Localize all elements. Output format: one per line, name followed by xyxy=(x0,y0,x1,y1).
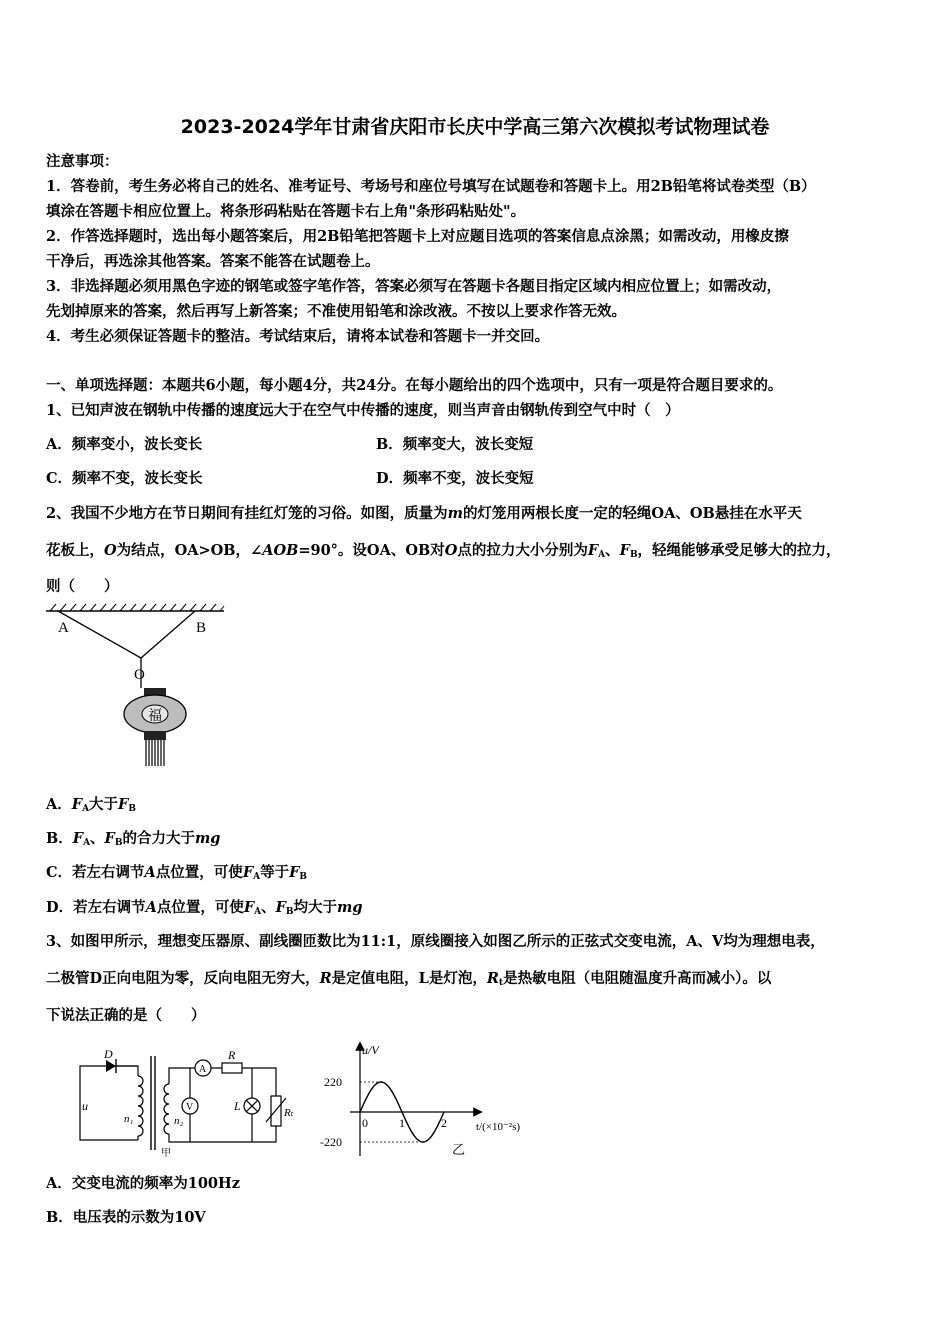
transformer-circuit-figure xyxy=(76,1046,308,1158)
x-axis-label: t/(×10⁻²s) xyxy=(476,1121,521,1133)
figure-yi-label: 乙 xyxy=(452,1142,466,1157)
data-point xyxy=(370,1090,372,1092)
notice-line: 1．答卷前，考生务必将自己的姓名、准考证号、考场号和座位号填写在试题卷和答题卡上。用2B铅笔将试卷类型（B） xyxy=(46,178,816,195)
data-point xyxy=(443,1111,445,1113)
q1-option-a[interactable]: A．频率变小，波长变长 xyxy=(46,436,203,453)
lantern-figure xyxy=(44,602,229,770)
lantern-char: 福 xyxy=(148,709,162,724)
data-point xyxy=(391,1090,393,1092)
x-tick-label: 1 xyxy=(399,1116,405,1130)
lamp-label: L xyxy=(234,1099,241,1113)
notice-line: 填涂在答题卡相应位置上。将条形码粘贴在答题卡右上角"条形码粘贴处"。 xyxy=(46,203,526,220)
notice-line: 先划掉原来的答案，然后再写上新答案；不准使用铅笔和涂改液。不按以上要求作答无效。 xyxy=(46,303,626,320)
notice-line: 4．考生必须保证答题卡的整洁。考试结束后，请将本试卷和答题卡一并交回。 xyxy=(46,328,550,345)
y-tick-label: -220 xyxy=(320,1135,342,1149)
question-3-stem-line2: 二极管D正向电阻为零，反向电阻无穷大，R是定值电阻，L是灯泡，$R_t$是热敏电阻（电阻随温度升高而减小）。以 xyxy=(46,970,772,988)
y-tick-label: 220 xyxy=(324,1075,342,1089)
y-axis-label: u/V xyxy=(362,1043,379,1057)
q3-option-a[interactable]: A．交变电流的频率为100Hz xyxy=(46,1175,240,1192)
data-point xyxy=(359,1111,361,1113)
q3-option-b[interactable]: B．电压表的示数为10V xyxy=(46,1209,206,1226)
n1-label: n₁ xyxy=(124,1113,134,1125)
x-tick-label: 2 xyxy=(441,1116,447,1130)
diode-label: D xyxy=(104,1047,113,1061)
ammeter-icon: A xyxy=(199,1064,207,1075)
point-b-label: B xyxy=(196,620,207,636)
thermistor-label: Rₜ xyxy=(284,1107,294,1119)
q1-option-c[interactable]: C．频率不变，波长变长 xyxy=(46,470,203,487)
notice-line: 3．非选择题必须用黑色字迹的钢笔或签字笔作答，答案必须写在答题卡各题目指定区域内相应位置上；如需改动， xyxy=(46,278,782,295)
voltmeter-icon: V xyxy=(186,1102,194,1113)
figure-jia-label: 甲 xyxy=(161,1148,171,1158)
q1-option-b[interactable]: B．频率变大，波长变短 xyxy=(376,436,534,453)
question-3-stem-line3: 下说法正确的是（ ） xyxy=(46,1007,206,1024)
q2-option-b[interactable]: B．$F_A$、$F_B$的合力大于mg xyxy=(46,830,221,848)
notice-line: 2．作答选择题时，选出每小题答案后，用2B铅笔把答题卡上对应题目选项的答案信息点涂黑；如需改动，用橡皮擦 xyxy=(46,228,789,245)
q2-option-a[interactable]: A．$F_A$大于$F_B$ xyxy=(46,796,136,814)
q2-option-d[interactable]: D．若左右调节A点位置，可使$F_A$、$F_B$均大于mg xyxy=(46,899,363,917)
question-2-stem-line3: 则（ ） xyxy=(46,578,119,595)
data-point xyxy=(412,1132,414,1134)
point-a-label: A xyxy=(58,620,69,636)
x-tick-label: 0 xyxy=(362,1116,368,1130)
resistor-label: R xyxy=(228,1048,236,1062)
q1-option-d[interactable]: D．频率不变，波长变短 xyxy=(376,470,534,487)
n2-label: n₂ xyxy=(174,1115,184,1127)
notice-heading: 注意事项： xyxy=(46,153,119,170)
section-heading: 一、单项选择题：本题共6小题，每小题4分，共24分。在每小题给出的四个选项中，只有一项是符合题目要求的。 xyxy=(46,377,783,394)
data-point xyxy=(401,1111,403,1113)
question-3-stem-line1: 3、如图甲所示，理想变压器原、副线圈匝数比为11:1，原线圈接入如图乙所示的正弦式交变电流，A、V均为理想电表， xyxy=(46,933,825,950)
q2-option-c[interactable]: C．若左右调节A点位置，可使$F_A$等于$F_B$ xyxy=(46,864,307,882)
notice-line: 干净后，再选涂其他答案。答案不能答在试题卷上。 xyxy=(46,253,380,270)
u-label: u xyxy=(82,1099,88,1113)
question-2-stem-line2: 花板上，O为结点，OA>OB，∠AOB=90°。设OA、OB对O点的拉力大小分别为$F_A$、$F_B$，轻绳能够承受足够大的拉力， xyxy=(46,542,841,560)
voltage-waveform-chart xyxy=(318,1040,540,1162)
question-2-stem-line1: 2、我国不少地方在节日期间有挂红灯笼的习俗。如图，质量为m的灯笼用两根长度一定的轻绳OA、OB悬挂在水平天 xyxy=(46,505,802,522)
point-o-label: O xyxy=(134,667,145,683)
question-1-stem: 1、已知声波在钢轨中传播的速度远大于在空气中传播的速度，则当声音由钢轨传到空气中时（ ） xyxy=(46,402,680,419)
data-point xyxy=(433,1132,435,1134)
page-title: 2023-2024学年甘肃省庆阳市长庆中学高三第六次模拟考试物理试卷 xyxy=(180,116,770,138)
